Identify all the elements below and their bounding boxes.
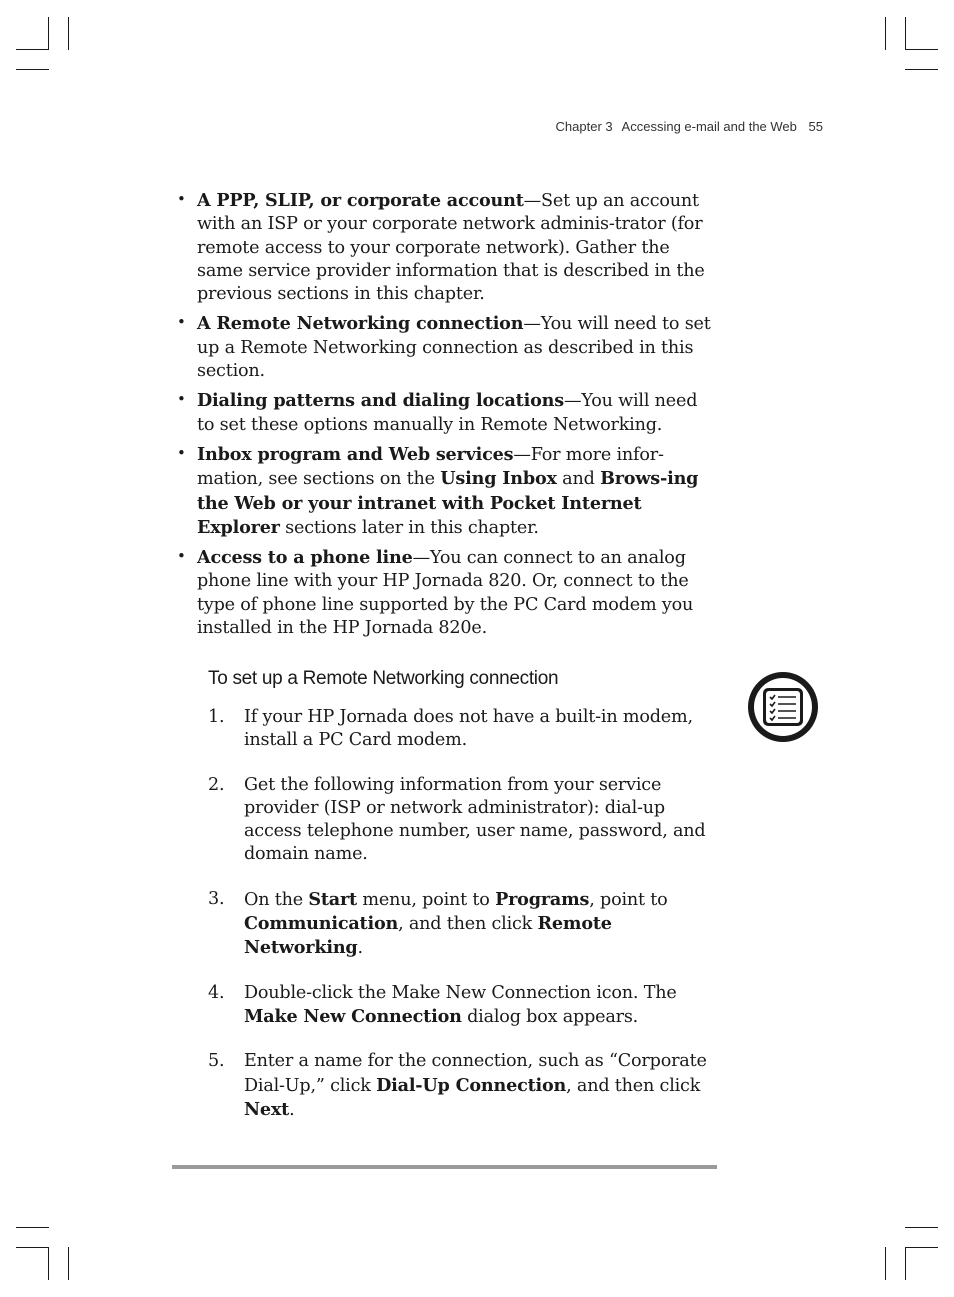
step-number: 1. bbox=[208, 707, 225, 727]
menu-name: Start bbox=[308, 888, 357, 910]
step-text: Get the following information from your service provider (ISP or network administrator): dial-up access telephone number, user name, password, and domain name. bbox=[244, 774, 706, 865]
crop-mark bbox=[68, 1247, 69, 1280]
crop-mark bbox=[905, 49, 938, 50]
checklist-icon bbox=[746, 670, 820, 744]
bullet-text: —You can connect to an analog phone line with your HP Jornada 820. Or, connect to the type of phone line supported by the PC Card modem you installed in the HP Jornada 820e. bbox=[197, 548, 694, 639]
bullet-text: —Set up an account with an ISP or your corporate network adminis-trator (for remote access to your corporate network). Gather the same service provider information that is described in the previous sections in this chapter. bbox=[197, 191, 705, 305]
crop-mark bbox=[68, 17, 69, 50]
step-text: dialog box appears. bbox=[461, 1006, 639, 1027]
bullet-text: sections later in this chapter. bbox=[279, 517, 539, 538]
step-number: 5. bbox=[208, 1051, 225, 1072]
crop-mark bbox=[885, 1247, 886, 1280]
crop-mark bbox=[48, 1247, 49, 1280]
option-name: Dial-Up Connection bbox=[376, 1074, 567, 1096]
bullet-term: Dialing patterns and dialing locations bbox=[197, 390, 564, 412]
step-text: , point to bbox=[589, 889, 668, 910]
bullet-term: Inbox program and Web services bbox=[197, 443, 514, 465]
step-text: Double-click the Make New Connection icon. The bbox=[244, 982, 677, 1003]
step-number: 2. bbox=[208, 774, 225, 795]
crop-mark bbox=[905, 1247, 906, 1280]
button-name: Next bbox=[244, 1098, 290, 1120]
bullet-term: A Remote Networking connection bbox=[197, 313, 524, 335]
section-reference: Using Inbox bbox=[440, 468, 557, 490]
crop-mark bbox=[16, 49, 49, 50]
step-text: If your HP Jornada does not have a built-in modem, install a PC Card modem. bbox=[244, 707, 693, 751]
dialog-name: Make New Connection bbox=[244, 1005, 462, 1027]
step-item bbox=[208, 774, 708, 867]
crop-mark bbox=[48, 17, 49, 50]
step-text: . bbox=[289, 1099, 295, 1120]
step-text: Enter a name for the connection, such as “Corporate Dial-Up,” click bbox=[244, 1051, 707, 1096]
bullet-text: —You will need to set up a Remote Networking connection as described in this section. bbox=[197, 314, 711, 382]
step-text: , and then click bbox=[398, 914, 538, 935]
crop-mark bbox=[905, 1247, 938, 1248]
list-item: • A Remote Networking connection—You will need to set up a Remote Networking connection as described in this section. bbox=[177, 313, 711, 382]
crop-mark bbox=[905, 1227, 938, 1228]
bullet-text: —For more infor-mation, see sections on the bbox=[197, 444, 664, 490]
header-chapter: Chapter 3 bbox=[555, 119, 613, 134]
step-item bbox=[208, 1050, 708, 1122]
bullet-term: A PPP, SLIP, or corporate account bbox=[197, 190, 524, 211]
menu-name: Remote Networking bbox=[244, 913, 612, 959]
crop-mark bbox=[16, 69, 49, 70]
crop-mark bbox=[16, 1227, 49, 1228]
bullet-term: Access to a phone line bbox=[197, 547, 413, 569]
page-number: 55 bbox=[808, 119, 823, 134]
step-text: . bbox=[357, 938, 363, 959]
step-text: menu, point to bbox=[357, 889, 496, 910]
bottom-rule bbox=[172, 1165, 717, 1169]
section-reference: Brows-ing the Web or your intranet with Pocket Internet Explorer bbox=[197, 468, 699, 538]
step-item bbox=[208, 706, 708, 753]
crop-mark bbox=[905, 17, 906, 50]
list-item: • Access to a phone line—You can connect to an analog phone line with your HP Jornada 820. Or, connect to the type of phone line supported by the PC Card modem you installed in the HP Jornada 820e. bbox=[177, 547, 694, 639]
crop-mark bbox=[16, 1247, 49, 1248]
step-item bbox=[208, 888, 708, 961]
requirements-list bbox=[177, 189, 712, 646]
step-item bbox=[208, 982, 708, 1030]
step-text: On the bbox=[244, 889, 309, 910]
crop-mark bbox=[885, 17, 886, 50]
crop-mark bbox=[905, 69, 938, 70]
bullet-text: —You will need to set these options manually in Remote Networking. bbox=[197, 391, 698, 435]
bullet-text: and bbox=[556, 469, 601, 490]
step-number: 4. bbox=[208, 982, 225, 1003]
list-item: • Dialing patterns and dialing locations—You will need to set these options manually in Remote Networking. bbox=[177, 390, 698, 435]
menu-name: Programs bbox=[495, 888, 590, 910]
menu-name: Communication bbox=[244, 913, 399, 935]
running-header bbox=[520, 119, 823, 134]
list-item: • A PPP, SLIP, or corporate account—Set up an account with an ISP or your corporate network adminis-trator (for remote access to your corporate network). Gather the same service provider information that is described in the previous sections in this chapter. bbox=[177, 190, 705, 305]
procedure-title: To set up a Remote Networking connection bbox=[208, 668, 559, 689]
procedure-steps bbox=[208, 706, 708, 1143]
header-section: Accessing e-mail and the Web bbox=[621, 119, 797, 134]
step-text: , and then click bbox=[566, 1075, 701, 1096]
list-item: • Inbox program and Web services—For more infor-mation, see sections on the Using Inbox and Brows-ing the Web or your intranet with Pocket Internet Explorer sections later in this chapter. bbox=[177, 443, 699, 538]
step-number: 3. bbox=[208, 888, 225, 909]
